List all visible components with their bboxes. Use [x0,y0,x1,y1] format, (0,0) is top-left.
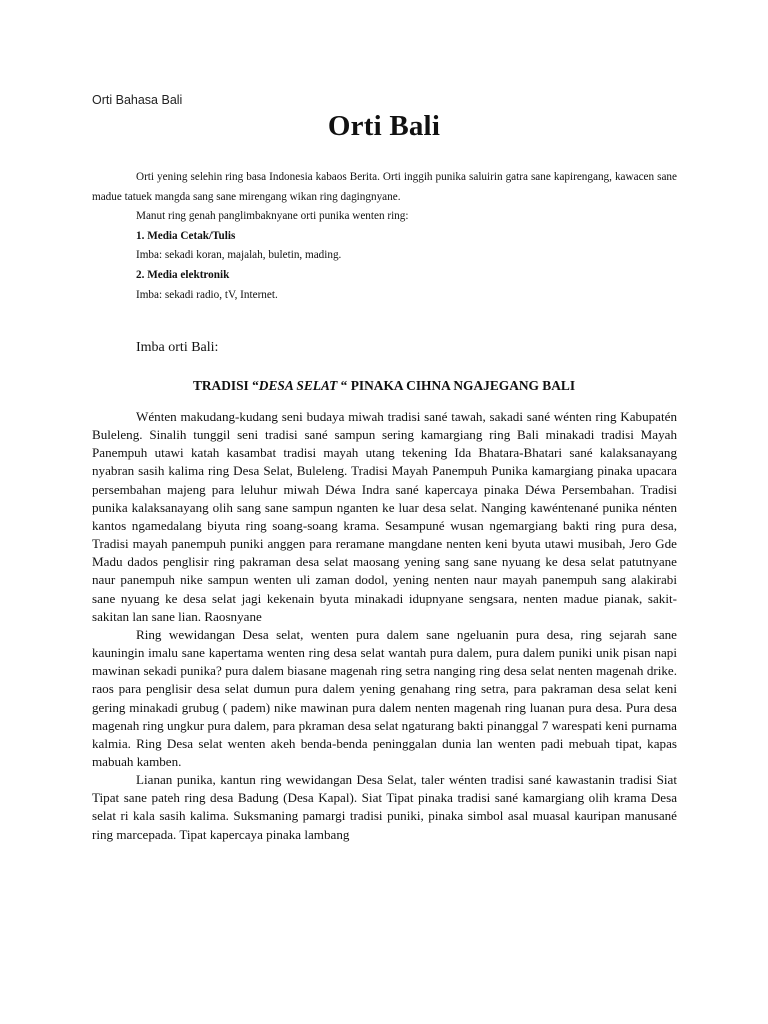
article-title-suffix: “ PINAKA CIHNA NGAJEGANG BALI [337,378,576,393]
page-header: Orti Bahasa Bali [92,93,183,107]
article-body [92,408,677,844]
intro-media-list-lead: Manut ring genah panglimbaknyane orti punika wenten ring: [136,210,409,223]
article-paragraph: Ring wewidangan Desa selat, wenten pura dalem sane ngeluanin pura desa, ring sejarah sane kauningin imalu sane kapertama wenten ring desa selat wantah pura dalem, pura dalem puniki unik pisan napi mawinan sekadi punika? pura dalem biasane magenah ring setra nanging ring desa selat nenten magenah drike. raos para penglisir desa selat dumun pura dalem yening genahang ring setra, para pakraman desa selat keni gering minakadi grubug ( padem) nike mawinan pura dalem nenten magenah ring luanan pura desa. Pura desa magenah ring ungkur pura dalem, para pkraman desa selat ngaturang bakti pinanggal 7 warespati keni purnama kalmia. Ring Desa selat wenten akeh benda-benda peninggalan dunia lan wenten padi mebuah tipat, kapas mabuah kamben. [92,626,677,769]
media-item-heading: 1. Media Cetak/Tulis [136,229,236,242]
media-item-example: Imba: sekadi koran, majalah, buletin, mading. [136,249,342,262]
article-title-italic: DESA SELAT [258,378,338,393]
intro-paragraph: Orti yening selehin ring basa Indonesia kabaos Berita. Orti inggih punika saluirin gatra sane kapirengang, kawacen sane madue tatuek mangda sang sane mirengang wikan ring dagingnyane. [92,171,677,203]
article-title-prefix: TRADISI “ [192,378,259,393]
article-paragraph: Wénten makudang-kudang seni budaya miwah tradisi sané tawah, sakadi sané wénten ring Kabupatén Buleleng. Sinalih tunggil seni tradisi sané sampun sering kamargiang ring Bali minakadi tradisi Mayah Panempuh utawi katah kasambat tradisi mayah utang tekening Ida Bhatara-Bhatari sané kalaksanayang nyabran sasih kalima ring Desa Selat, Buleleng. Tradisi Mayah Panempuh Punika kamargiang pinaka upacara persembahan majeng para leluhur miwah Déwa Indra sané kapercaya pinaka Déwa Persembahan. Tradisi punika kalaksanayang olih sang sane sampun nganten ke luar desa selat. Nanging kawéntenané punika nénten kantos ngamedalang biyuta ring soang-soang krama. Sesampuné wusan ngemargiang bakti ring pura desa, Tradisi mayah panempuh puniki anggen para reramane mangdane nenten keni byuta utawi musibah, Jero Gde Madu dados penglisir ring pakraman desa selat maosang yening sang sane nyuang ke desa selat patutnyane naur panempuh nike sampun wenten uli zaman dodol, yening nenten naur mayah panempuh sang alakirabi sane nyuang ke desa selat jagi kekenain byuta minakadi idupnyane sengsara, nenten madue pianak, sakit-sakitan lan sane lian. Raosnyane [92,409,677,624]
article-paragraph: Lianan punika, kantun ring wewidangan Desa Selat, taler wénten tradisi sané kawastanin tradisi Siat Tipat sane pateh ring desa Badung (Desa Kapal). Siat Tipat pinaka tradisi sané kamargiang olih krama Desa selat ri kala sasih kalima. Suksmaning pamargi tradisi puniki, pinaka simbol asal muasal kauripan manusané ring marcepada. Tipat kapercaya pinaka lambang [92,772,677,842]
example-label: Imba orti Bali: [136,340,219,355]
intro-section [92,168,677,305]
media-item-example: Imba: sekadi radio, tV, Internet. [136,288,278,301]
document-title: Orti Bali [327,110,441,142]
article-title [0,378,768,394]
media-item-heading: 2. Media elektronik [136,268,230,281]
